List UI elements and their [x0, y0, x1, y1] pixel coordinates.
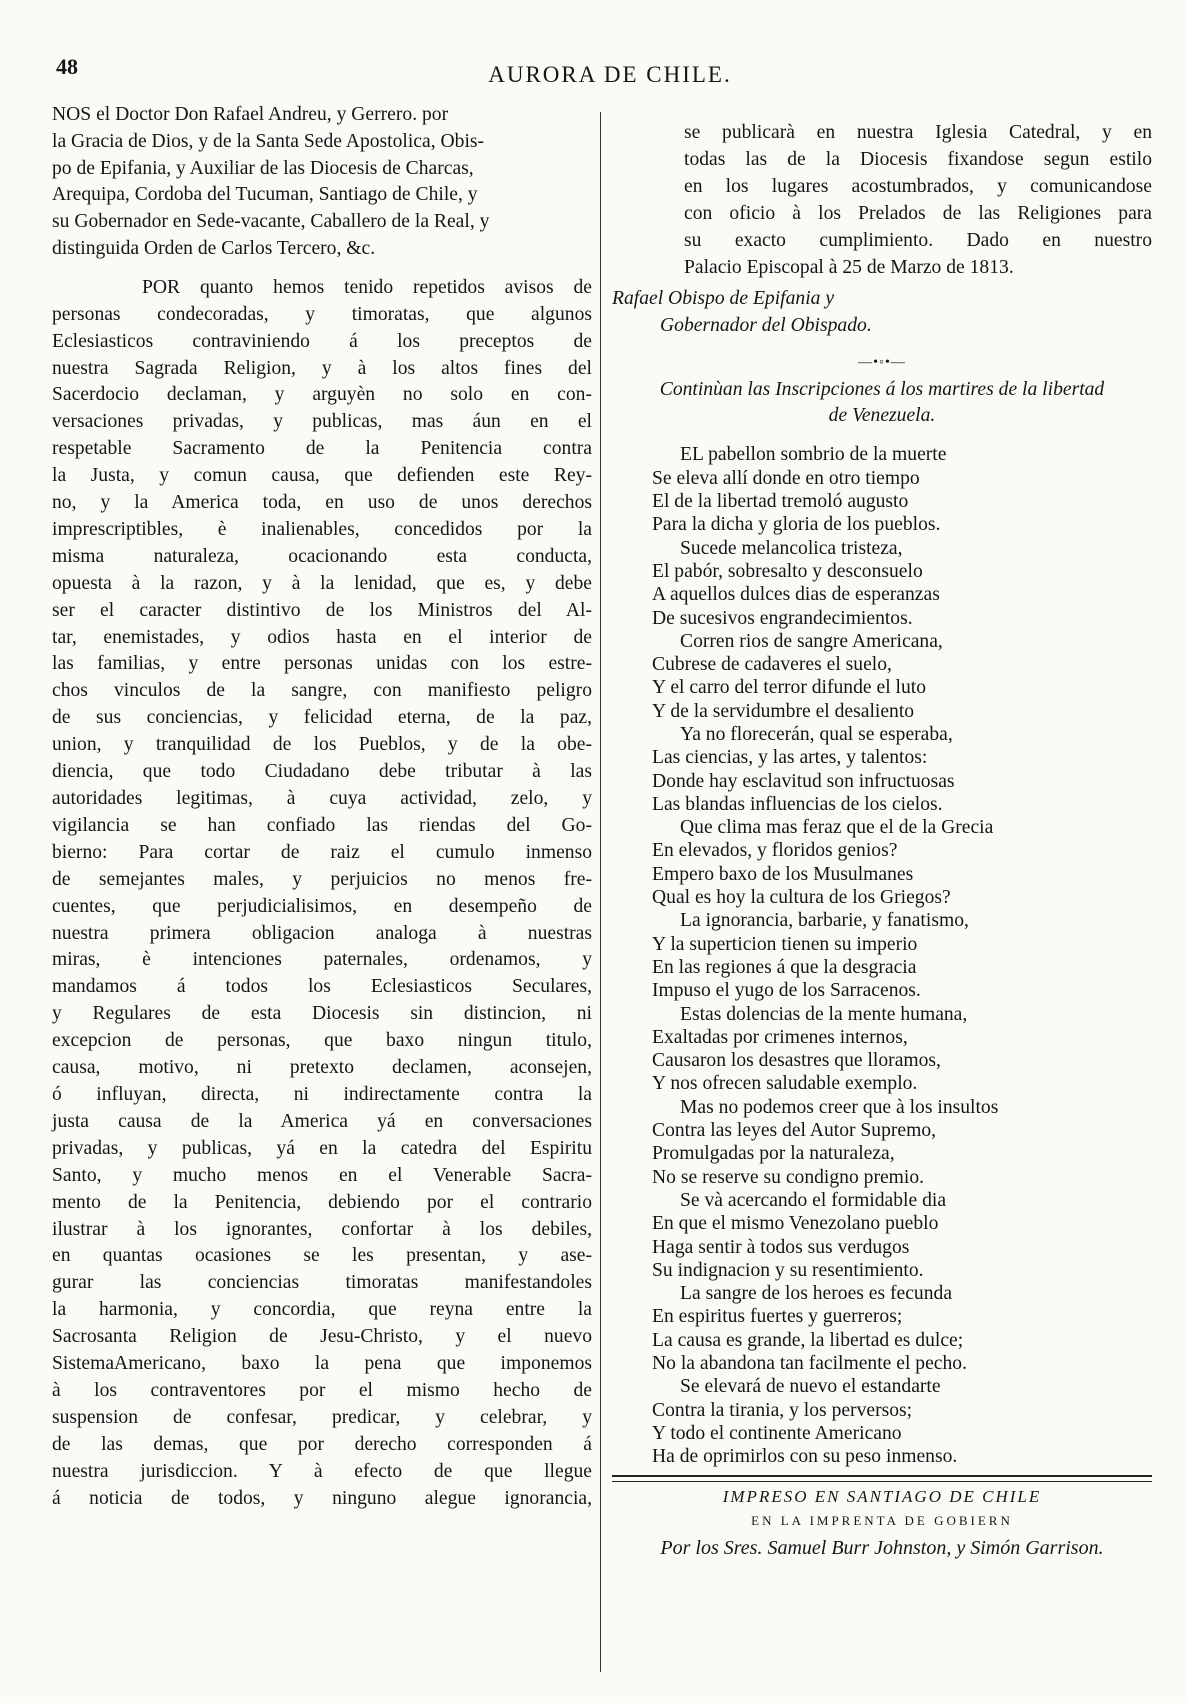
imprint-rule: [612, 1475, 1152, 1482]
decree-body-line: privadas, y publicas, yá en la catedra del Espiritu: [52, 1137, 592, 1159]
decree-body-line: Santo, y mucho menos en el Venerable Sacra-: [52, 1164, 592, 1186]
page-number: 48: [56, 54, 78, 79]
decree-heading-line: la Gracia de Dios, y de la Santa Sede Apostolica, Obis-: [52, 130, 485, 152]
imprint-line: Por los Sres. Samuel Burr Johnston, y Simón Garrison.: [660, 1537, 1104, 1559]
poem-verse: En las regiones á que la desgracia: [652, 956, 917, 978]
decree-body-line: union, y tranquilidad de los Pueblos, y de la obe-: [52, 734, 592, 756]
decree-body-line: Sacerdocio declaman, y arguyèn no solo en con-: [52, 384, 592, 406]
poem-verse: Las blandas influencias de los cielos.: [652, 793, 943, 815]
decree-body-line: y Regulares de esta Diocesis sin distincion, ni: [52, 1003, 592, 1025]
poem-verse: Causaron los desastres que lloramos,: [652, 1050, 941, 1072]
poem-verse: Y el carro del terror difunde el luto: [652, 677, 927, 699]
decree-body-line: à los contraventores por el mismo hecho de: [52, 1379, 592, 1401]
decree-body-line: vigilancia se han confiado las riendas del Go-: [52, 814, 592, 836]
poem-verse: Contra la tirania, y los perversos;: [652, 1399, 913, 1421]
poem-verse: Qual es hoy la cultura de los Griegos?: [652, 887, 951, 909]
poem-verse: Se eleva allí donde en otro tiempo: [652, 467, 920, 489]
poem-verse: En elevados, y floridos genios?: [652, 840, 898, 862]
decree-body-line: nuestra primera obligacion analoga à nuestras: [52, 922, 592, 944]
decree-body-line: respetable Sacramento de la Penitencia contra: [52, 438, 592, 460]
poem-verse: La sangre de los heroes es fecunda: [680, 1283, 953, 1305]
decree-body-line: suspension de confesar, predicar, y celebrar, y: [52, 1406, 592, 1428]
decree-heading-line: su Gobernador en Sede-vacante, Caballero de la Real, y: [52, 211, 490, 233]
decree-body-line: la Justa, y comun causa, que defienden este Rey-: [52, 465, 592, 487]
poem-verse: Se elevará de nuevo el estandarte: [680, 1376, 941, 1398]
decree-body-line: miras, è intenciones paternales, ordenamos, y: [52, 949, 592, 971]
poem-verse: Ha de oprimirlos con su peso inmenso.: [652, 1446, 958, 1468]
decree-body-line: excepcion de personas, que baxo ningun titulo,: [52, 1030, 592, 1052]
poem-verse: Estas dolencias de la mente humana,: [680, 1003, 968, 1025]
decree-heading-line: Arequipa, Cordoba del Tucuman, Santiago de Chile, y: [52, 184, 478, 206]
decree-body-line: de sus conciencias, y felicidad eterna, de la paz,: [52, 707, 592, 729]
poem-verse: Se và acercando el formidable dia: [680, 1189, 947, 1211]
decree-continued-line: su exacto cumplimiento. Dado en nuestro: [684, 229, 1152, 251]
decree-body-line: ser el caracter distintivo de los Ministros del Al-: [52, 599, 592, 621]
decree-body-line: tar, enemistades, y odios hasta en el interior de: [52, 626, 592, 648]
decree-body-line: nuestra jurisdiccion. Y à efecto de que llegue: [52, 1460, 592, 1482]
decree-body-line: Sacrosanta Religion de Jesu-Christo, y el nuevo: [52, 1326, 592, 1348]
decree-continued-line: en los lugares acostumbrados, y comunicandose: [684, 175, 1152, 197]
poem-verse: Exaltadas por crimenes internos,: [652, 1026, 908, 1048]
decree-body-line: personas condecoradas, y timoratas, que algunos: [52, 303, 592, 325]
decree-heading: [52, 102, 592, 263]
decree-body-line: autoridades legitimas, à cuya actividad, zelo, y: [52, 788, 592, 809]
poem-verse: Para la dicha y gloria de los pueblos.: [652, 514, 941, 536]
poem-verse: EL pabellon sombrio de la muerte: [680, 444, 947, 466]
decree-heading-line: distinguida Orden de Carlos Tercero, &c.: [52, 237, 376, 259]
decree-body-line: Eclesiasticos contraviniendo á los preceptos de: [52, 330, 592, 352]
poem-verse: El pabór, sobresalto y desconsuelo: [652, 560, 923, 582]
decree-heading-line: NOS el Doctor Don Rafael Andreu, y Gerrero. por: [52, 104, 449, 125]
poem-verse: La causa es grande, la libertad es dulce;: [652, 1329, 964, 1351]
imprint-line: EN LA IMPRENTA DE GOBIERN: [751, 1513, 1013, 1528]
poem-verse: En espiritus fuertes y guerreros;: [652, 1306, 903, 1328]
poem-verse: Las ciencias, y las artes, y talentos:: [652, 747, 928, 769]
decree-continued-line: todas las de la Diocesis fixandose segun estilo: [684, 148, 1152, 170]
poem-verse: Y todo el continente Americano: [652, 1422, 902, 1444]
poem-verse: De sucesivos engrandecimientos.: [652, 607, 913, 629]
decree-body-line: no, y la America toda, en uso de unos derechos: [52, 492, 592, 514]
poem-verse: Haga sentir à todos sus verdugos: [652, 1236, 910, 1258]
decree-body-line: ilustrar à los ignorantes, confortar à los debiles,: [52, 1218, 592, 1240]
decree-body-line: opuesta à la razon, y à la lenidad, que es, y debe: [52, 572, 592, 594]
poem-verse: A aquellos dulces dias de esperanzas: [652, 584, 940, 606]
decree-continued-line: con oficio à los Prelados de las Religiones para: [684, 202, 1152, 224]
imprint: [612, 1487, 1152, 1560]
decree-body-line: mandamos á todos los Eclesiasticos Seculares,: [52, 976, 592, 998]
poem-title: [612, 377, 1152, 429]
poem-verse: Y de la servidumbre el desaliento: [652, 700, 915, 722]
decree-body-line: nuestra Sagrada Religion, y à los altos fines del: [52, 357, 592, 379]
poem-verse: La ignorancia, barbarie, y fanatismo,: [680, 910, 969, 932]
poem-title-line: Continùan las Inscripciones á los martires de la libertad: [659, 379, 1105, 401]
decree-body-line: causa, motivo, ni pretexto declamen, aconsejen,: [52, 1057, 592, 1079]
left-column: [52, 102, 592, 1512]
decree-body-line: bierno: Para cortar de raiz el cumulo inmenso: [52, 841, 592, 863]
decree-body-line: chos vinculos de la sangre, con manifiesto peligro: [52, 680, 592, 702]
decree-body-line: de las demas, que por derecho corresponden á: [52, 1433, 592, 1455]
section-ornament: —•◦•—: [858, 355, 906, 371]
decree-body-line: justa causa de la America yá en conversaciones: [52, 1110, 592, 1132]
decree-heading-line: po de Epifania, y Auxiliar de las Diocesis de Charcas,: [52, 157, 474, 179]
decree-body-line: cuentes, que perjudicialisimos, en desempeño de: [52, 895, 592, 917]
poem-verse: Mas no podemos creer que à los insultos: [680, 1096, 999, 1118]
poem-verse: Cubrese de cadaveres el suelo,: [652, 654, 892, 676]
right-column: [612, 120, 1152, 1469]
decree-body-line: mento de la Penitencia, debiendo por el contrario: [52, 1191, 592, 1213]
decree-body-line: imprescriptibles, è inalienables, concedidos por la: [52, 518, 592, 540]
decree-body-line: las familias, y entre personas unidas con los estre-: [52, 653, 592, 675]
running-title: AURORA DE CHILE.: [488, 62, 732, 87]
decree-body-line: versaciones privadas, y publicas, mas áun en el: [52, 411, 592, 433]
poem-verse: No la abandona tan facilmente el pecho.: [652, 1353, 967, 1375]
poem-verse: Corren rios de sangre Americana,: [680, 630, 943, 652]
decree-body: [52, 275, 592, 1513]
poem-verse: Empero baxo de los Musulmanes: [652, 863, 914, 885]
poem-title-line: de Venezuela.: [828, 405, 936, 427]
decree-continued: [612, 120, 1152, 281]
poem-verse: En que el mismo Venezolano pueblo: [652, 1213, 939, 1235]
poem-verse: Ya no florecerán, qual se esperaba,: [680, 724, 953, 745]
signature-line: Rafael Obispo de Epifania y: [612, 288, 835, 310]
poem-verse: Donde hay esclavitud son infructuosas: [652, 770, 955, 792]
poem-verse: Su indignacion y su resentimiento.: [652, 1259, 924, 1281]
poem-verse: El de la libertad tremoló augusto: [652, 491, 909, 513]
poem-verse: Contra las leyes del Autor Supremo,: [652, 1120, 937, 1142]
poem-verses: [612, 443, 1152, 1468]
column-divider: [600, 112, 601, 1672]
decree-body-line: de semejantes males, y perjuicios no menos fre-: [52, 868, 592, 890]
decree-signature: [612, 285, 1152, 339]
decree-body-line: misma naturaleza, ocacionando esta conducta,: [52, 545, 592, 567]
decree-body-line: POR quanto hemos tenido repetidos avisos de: [142, 276, 592, 298]
poem-verse: Y nos ofrecen saludable exemplo.: [652, 1073, 918, 1095]
signature-line: Gobernador del Obispado.: [660, 315, 872, 337]
decree-continued-line: se publicarà en nuestra Iglesia Catedral, y en: [684, 122, 1152, 143]
decree-body-line: gurar las conciencias timoratas manifestandoles: [52, 1272, 592, 1294]
decree-continued-line: Palacio Episcopal à 25 de Marzo de 1813.: [684, 256, 1014, 278]
poem-verse: No se reserve su condigno premio.: [652, 1166, 925, 1188]
poem-verse: Sucede melancolica tristeza,: [680, 537, 903, 559]
decree-body-line: ó influyan, directa, ni indirectamente contra la: [52, 1083, 592, 1105]
poem-verse: Impuso el yugo de los Sarracenos.: [652, 980, 921, 1002]
imprint-line: IMPRESO EN SANTIAGO DE CHILE: [722, 1487, 1042, 1506]
poem-verse: Promulgadas por la naturaleza,: [652, 1143, 895, 1165]
poem-verse: Que clima mas feraz que el de la Grecia: [680, 817, 994, 839]
poem-verse: Y la superticion tienen su imperio: [652, 933, 918, 955]
decree-body-line: diencia, que todo Ciudadano debe tributar à las: [52, 761, 592, 783]
decree-body-line: la harmonia, y concordia, que reyna entre la: [52, 1299, 592, 1321]
decree-body-line: á noticia de todos, y ninguno alegue ignorancia,: [52, 1487, 592, 1509]
decree-body-line: SistemaAmericano, baxo la pena que imponemos: [52, 1353, 592, 1375]
decree-body-line: en quantas ocasiones se les presentan, y ase-: [52, 1245, 592, 1267]
